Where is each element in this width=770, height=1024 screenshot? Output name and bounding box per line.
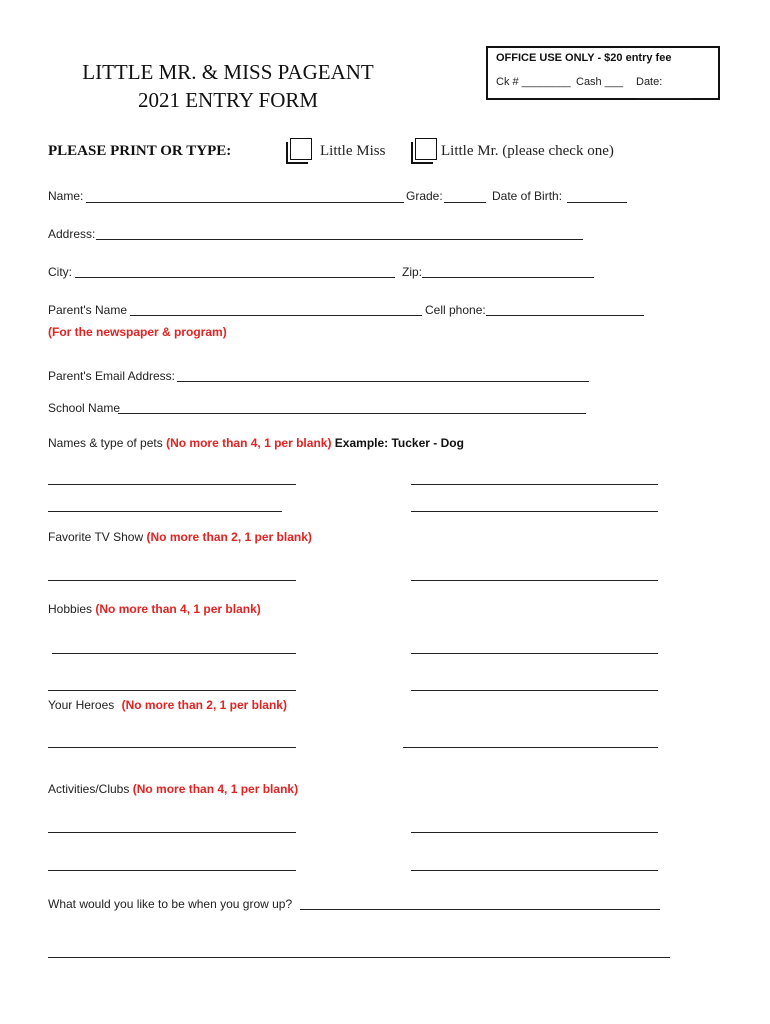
hobby-blank-1[interactable] — [52, 653, 296, 654]
zip-field[interactable] — [422, 277, 594, 278]
tv-label: Favorite TV Show — [48, 530, 144, 544]
form-title-line2: 2021 ENTRY FORM — [137, 88, 319, 112]
hobbies-heading — [48, 602, 261, 616]
dob-field[interactable] — [567, 202, 627, 203]
little-mr-checkbox[interactable] — [415, 138, 437, 160]
address-field[interactable] — [96, 239, 583, 240]
activity-blank-2[interactable] — [411, 832, 658, 833]
pet-blank-1[interactable] — [48, 484, 296, 485]
activity-blank-1[interactable] — [48, 832, 296, 833]
hero-blank-2[interactable] — [403, 747, 658, 748]
hobby-blank-4[interactable] — [411, 690, 658, 691]
heroes-heading — [48, 698, 287, 712]
tv-rule: (No more than 2, 1 per blank) — [146, 530, 312, 544]
school-field[interactable] — [118, 413, 586, 414]
hobby-blank-2[interactable] — [411, 653, 658, 654]
little-miss-label: Little Miss — [320, 143, 386, 159]
email-field[interactable] — [177, 381, 589, 382]
pet-blank-2[interactable] — [411, 484, 658, 485]
little-mr-label: Little Mr. (please check one) — [441, 143, 614, 159]
activity-blank-4[interactable] — [411, 870, 658, 871]
grade-label: Grade: — [406, 189, 443, 203]
school-label: School Name — [48, 401, 121, 415]
name-field[interactable] — [86, 202, 404, 203]
heroes-rule: (No more than 2, 1 per blank) — [121, 698, 287, 712]
pet-blank-4[interactable] — [411, 511, 658, 512]
grow-up-field-2[interactable] — [48, 957, 670, 958]
activities-heading — [48, 782, 298, 796]
pet-blank-3[interactable] — [48, 511, 282, 512]
office-check-number: Ck # ________ — [496, 76, 571, 88]
tv-blank-2[interactable] — [411, 580, 658, 581]
heroes-label: Your Heroes — [48, 698, 115, 712]
city-field[interactable] — [75, 277, 395, 278]
activity-blank-3[interactable] — [48, 870, 296, 871]
zip-label: Zip: — [402, 265, 423, 279]
form-title-line1: LITTLE MR. & MISS PAGEANT — [82, 60, 374, 84]
pets-heading — [48, 436, 464, 450]
cell-phone-label: Cell phone: — [425, 303, 486, 317]
office-cash: Cash ___ — [576, 76, 624, 88]
office-use-heading: OFFICE USE ONLY - $20 entry fee — [496, 52, 672, 64]
grade-field[interactable] — [444, 202, 486, 203]
pets-example: Example: Tucker - Dog — [334, 436, 464, 450]
cell-phone-field[interactable] — [486, 315, 644, 316]
tv-heading — [48, 530, 312, 544]
dob-label: Date of Birth: — [492, 189, 563, 203]
activities-label: Activities/Clubs — [48, 782, 130, 796]
hobbies-rule: (No more than 4, 1 per blank) — [95, 602, 261, 616]
address-label: Address: — [48, 227, 96, 241]
grow-up-field[interactable] — [300, 909, 660, 910]
hobby-blank-3[interactable] — [48, 690, 296, 691]
tv-blank-1[interactable] — [48, 580, 296, 581]
office-date: Date: _________ — [636, 76, 692, 100]
office-use-box — [486, 46, 720, 100]
print-instruction: PLEASE PRINT OR TYPE: — [48, 143, 232, 159]
name-label: Name: — [48, 189, 84, 203]
parent-name-label: Parent's Name — [48, 303, 127, 317]
parent-name-field[interactable] — [130, 315, 422, 316]
hero-blank-1[interactable] — [48, 747, 296, 748]
city-label: City: — [48, 265, 72, 279]
little-miss-checkbox[interactable] — [290, 138, 312, 160]
pets-rule: (No more than 4, 1 per blank) — [166, 436, 332, 450]
email-label: Parent's Email Address: — [48, 369, 176, 383]
activities-rule: (No more than 4, 1 per blank) — [132, 782, 299, 796]
grow-up-label: What would you like to be when you grow up? — [48, 897, 293, 911]
pets-label: Names & type of pets — [48, 436, 163, 450]
newspaper-note: (For the newspaper & program) — [48, 325, 227, 339]
hobbies-label: Hobbies — [48, 602, 93, 616]
